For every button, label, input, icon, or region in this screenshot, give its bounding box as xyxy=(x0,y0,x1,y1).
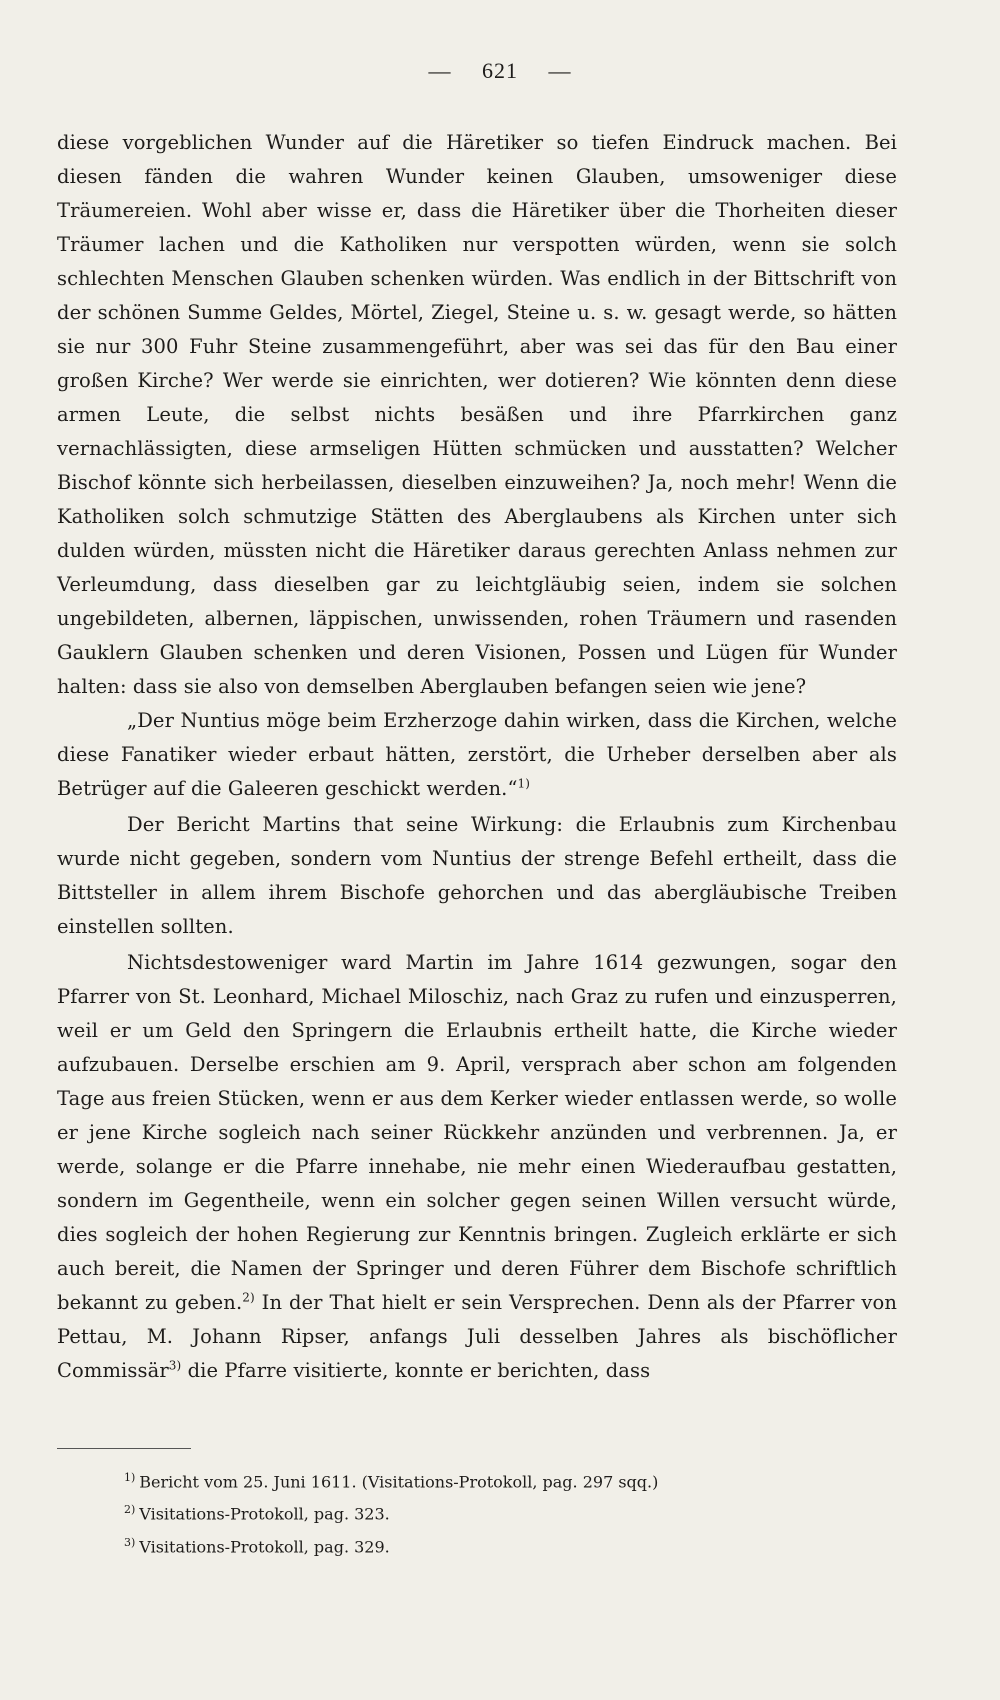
paragraph-1-text: diese vorgeblichen Wunder auf die Häretiker so tiefen Eindruck machen. Bei diesen fänden die wahren Wunder keinen Glauben, umsoweniger diese Träumereien. Wohl aber wisse er, dass die Häretiker über die Thorheiten dieser Träumer lachen und die Katholiken nur verspotten würden, wenn sie solch schlechten Menschen Glauben schenken würden. Was endlich in der Bittschrift von der schönen Summe Geldes, Mörtel, Ziegel, Steine u. s. w. gesagt werde, so hätten sie nur 300 Fuhr Steine zusammengeführt, aber was sei das für den Bau einer großen Kirche? Wer werde sie einrichten, wer dotieren? Wie könnten denn diese armen Leute, die selbst nichts besäßen und ihre Pfarrkirchen ganz vernachlässigten, diese armseligen Hütten schmücken und ausstatten? Welcher Bischof könnte sich herbeilassen, dieselben einzuweihen? Ja, noch mehr! Wenn die Katholiken solch schmutzige Stätten des Aberglaubens als Kirchen unter sich dulden würden, müssten nicht die Häretiker daraus gerechten Anlass nehmen zur Verleumdung, dass dieselben gar zu leichtgläubig seien, indem sie solchen ungebildeten, albernen, läppischen, unwissenden, rohen Träumern und rasenden Gauklern Glauben schenken und deren Visionen, Possen und Lügen für Wunder halten: dass sie also von demselben Aberglauben befangen seien wie jene? xyxy=(57,131,897,698)
page-number-dash-left: — xyxy=(428,58,452,83)
paragraph-1 xyxy=(57,126,897,704)
paragraph-4-text-c: die Pfarre visitierte, konnte er berichten, dass xyxy=(181,1359,651,1382)
footnote-2 xyxy=(124,1496,884,1528)
paragraph-4-text-a: Nichtsdestoweniger ward Martin im Jahre 1614 gezwungen, sogar den Pfarrer von St. Leonhard, Michael Miloschiz, nach Graz zu rufen und einzusperren, weil er um Geld den Springern die Erlaubnis ertheilt hatte, die Kirche wieder aufzubauen. Derselbe erschien am 9. April, versprach aber schon am folgenden Tage aus freien Stücken, wenn er aus dem Kerker wieder entlassen werde, so wolle er jene Kirche sogleich nach seiner Rückkehr anzünden und verbrennen. Ja, er werde, solange er die Pfarre innehabe, nie mehr einen Wiederaufbau gestatten, sondern im Gegentheile, wenn ein solcher gegen seinen Willen versucht würde, dies sogleich der hohen Regierung zur Kenntnis bringen. Zugleich erklärte er sich auch bereit, die Namen der Springer und deren Führer dem Bischofe schriftlich bekannt zu geben. xyxy=(57,951,897,1314)
footnote-1-text: Bericht vom 25. Juni 1611. (Visitations-Protokoll, pag. 297 sqq.) xyxy=(139,1472,659,1492)
footnote-2-text: Visitations-Protokoll, pag. 323. xyxy=(139,1504,390,1524)
main-text xyxy=(57,126,897,1388)
footnote-1-mark: 1) xyxy=(124,1471,136,1484)
paragraph-3-text: Der Bericht Martins that seine Wirkung: die Erlaubnis zum Kirchenbau wurde nicht gegeben, sondern vom Nuntius der strenge Befehl ertheilt, dass die Bittsteller in allem ihrem Bischofe gehorchen und das abergläubische Treiben einstellen sollten. xyxy=(57,813,897,938)
footnotes xyxy=(124,1464,884,1561)
page-number-header xyxy=(0,58,1000,84)
paragraph-4 xyxy=(57,946,897,1388)
paragraph-2-quote xyxy=(57,704,897,806)
paragraph-4-text-b: In der That hielt er sein Versprechen. Denn als der Pfarrer von Pettau, M. Johann Ripser, anfangs Juli desselben Jahres als bischöflicher Commissär xyxy=(57,1291,897,1382)
footnote-ref-1: 1) xyxy=(517,776,531,791)
page-number-dash-right: — xyxy=(548,58,572,83)
footnote-3 xyxy=(124,1529,884,1561)
footnote-ref-3: 3) xyxy=(168,1358,182,1373)
paragraph-2-text: „Der Nuntius möge beim Erzherzoge dahin wirken, dass die Kirchen, welche diese Fanatiker wieder erbaut hätten, zerstört, die Urheber derselben aber als Betrüger auf die Galeeren geschickt werden.“ xyxy=(57,709,897,800)
page-number: 621 xyxy=(482,58,518,83)
footnote-divider xyxy=(57,1448,191,1449)
footnote-3-mark: 3) xyxy=(124,1535,136,1549)
footnote-1 xyxy=(124,1464,884,1496)
footnote-2-mark: 2) xyxy=(124,1503,136,1517)
footnote-3-text: Visitations-Protokoll, pag. 329. xyxy=(139,1536,390,1556)
footnote-ref-2: 2) xyxy=(242,1290,255,1305)
paragraph-3 xyxy=(57,808,897,944)
